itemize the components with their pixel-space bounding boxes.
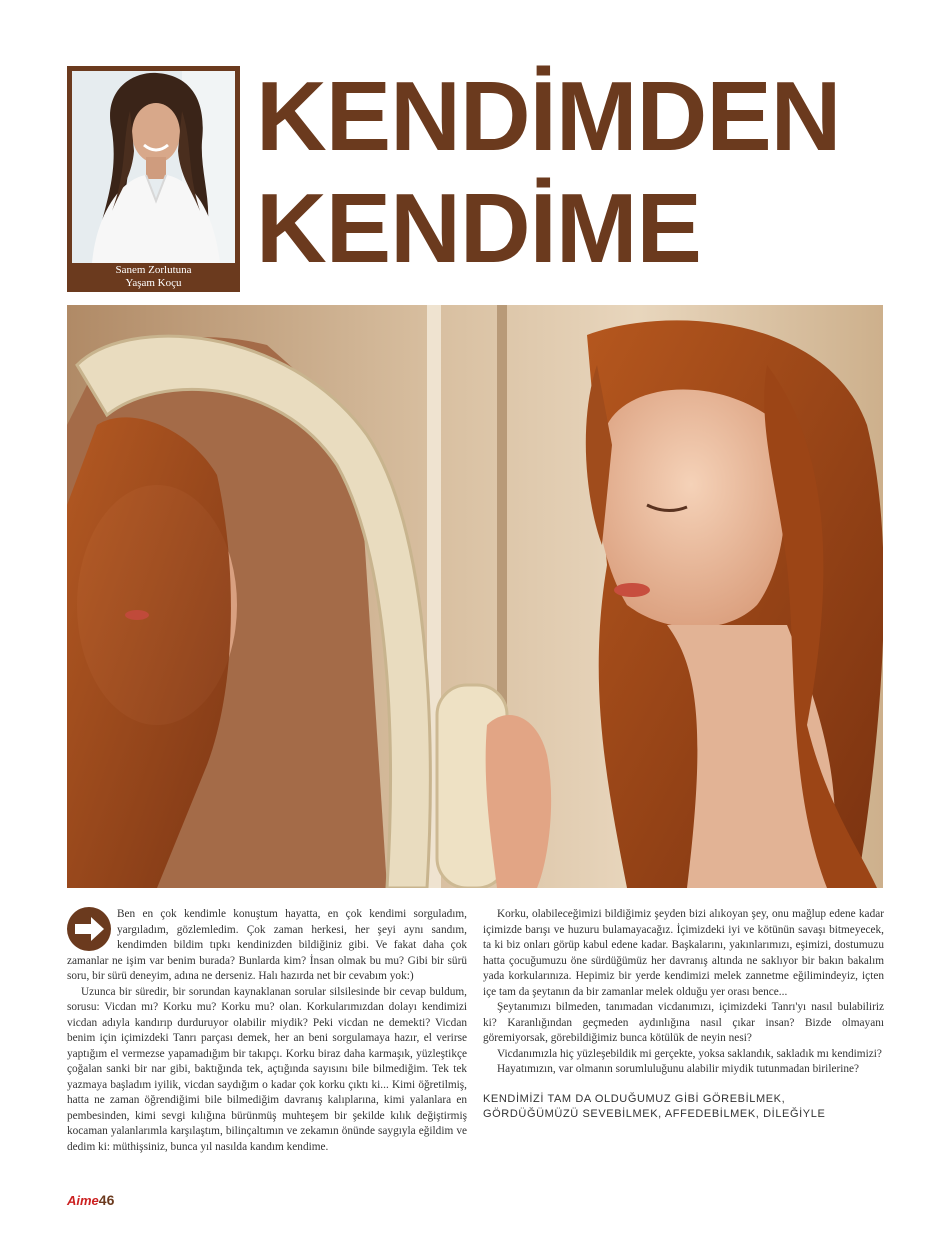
page-number: 46: [98, 1192, 115, 1208]
article-paragraph: Hayatımızın, var olmanın sorumluluğunu alabilir miydik tutunmadan birilerine?: [497, 1063, 860, 1075]
author-photo: [72, 71, 235, 263]
author-portrait-image: [72, 71, 235, 263]
title-line-1: KENDİMDEN: [256, 61, 841, 171]
article-paragraph: Şeytanımızı bilmeden, tanımadan vicdanımızı, içimizdeki Tanrı'yı nasıl bulabiliriz ki? Karanlığından geçmeden aydınlığına nasıl çıkar insan? Bizde olmayanı göremiyorsak, görebildiğimiz bunca kötülük de neyin nesi?: [483, 1001, 884, 1044]
hero-photo: [67, 305, 883, 888]
author-caption: [67, 264, 240, 290]
article-paragraph: Korku, olabileceğimizi bildiğimiz şeyden bizi alıkoyan şey, onu mağlup edene kadar içimizde barışı ve huzuru bulamayacağız. İçimizdeki iyi ve kötünün savaşı bitmeyecek, ta ki biz onları görüp kabul edene kadar. Başkalarını, yakınlarımızı, eşimizi, dostumuzu hatta çocuğumuzu öne sürdüğümüz her davranış altında ne saklıyor bir bakın bakalım yada korkularınıza. Hepimiz bir yerde kendimizi melek zannetme eğilimindeyiz, içten içe tam da şeytanın da bir zamanlar melek olduğu yer orası bence...: [483, 908, 884, 998]
author-box: [67, 66, 240, 292]
page-footer: [67, 1192, 114, 1212]
arrow-right-icon: [67, 907, 111, 951]
article-title: [256, 60, 896, 284]
magazine-logo: Aime: [67, 1193, 99, 1208]
article-paragraph: Ben en çok kendimle konuştum hayatta, en çok kendimi sorguladım, yargıladım, gözlemledim. Çok zaman herkesi, her şeyi aynı sandım, kendimden bildim tıpkı kendinizden bildiğiniz gibi. Ve fakat daha çok zamanlar ne işim var benim burada? Bunlarda kim? İnsan olmak bu mu? Gibi bir sürü soru, bir sürü deneyim, adına ne derseniz. Halı hazırda net bir cevabım yok:): [67, 908, 467, 982]
article-column-left: [67, 907, 467, 1155]
title-line-2: KENDİME: [256, 173, 701, 283]
author-role: Yaşam Koçu: [125, 277, 182, 289]
article-column-right: [483, 907, 884, 1122]
article-closing: KENDİMİZİ TAM DA OLDUĞUMUZ GİBİ GÖREBİLMEK, GÖRDÜĞÜMÜZÜ SEVEBİLMEK, AFFEDEBİLMEK, DİLEĞİYLE: [483, 1092, 826, 1120]
article-paragraph: Uzunca bir süredir, bir sorundan kaynaklanan sorular silsilesinde bir cevap buldum, sorusu: Vicdan mı? Korku mu? Korku mu? olan. Korkularımızdan dolayı kendimizi vicdan adıyla kandırıp durduruyor olabilir miydik? Peki vicdan ne demekti? Vicdan benim için içimizdeki Tanrı parçası demek, her an beni sorgulamaya hazır, el verirse yaptığım el vermezse yapamadığım bir takıpçı. Korku biraz daha karmaşık, yüzleştikçe çoğalan sanki bir nar gibi, baktığında tek, açtığında sayısını bile bilmediğim. Tek tek yazmaya başladım iyilik, vicdan saydığım o kadar çok korku çıktı ki... Kimi öğretilmiş, hatta ne zaman öğrendiğimi bile bilmediğim davranış kalıplarına, kimi yalanlara en pembesinden, kimi sevgi kılığına bürünmüş muhteşem bir şekilde kılık değiştirmiş kocaman yalanlarımla karşılaştım, bilinçaltımın ve zekamın önünde saygıyla eğildim ve dedim ki: müthişsiniz, bunca yıl nasılda kandım kendime.: [67, 985, 467, 1153]
author-name: Sanem Zorlutuna: [115, 264, 192, 276]
hero-image: [67, 305, 883, 888]
article-paragraph: Vicdanımızla hiç yüzleşebildik mi gerçekte, yoksa saklandık, sakladık mı kendimizi?: [497, 1047, 882, 1060]
